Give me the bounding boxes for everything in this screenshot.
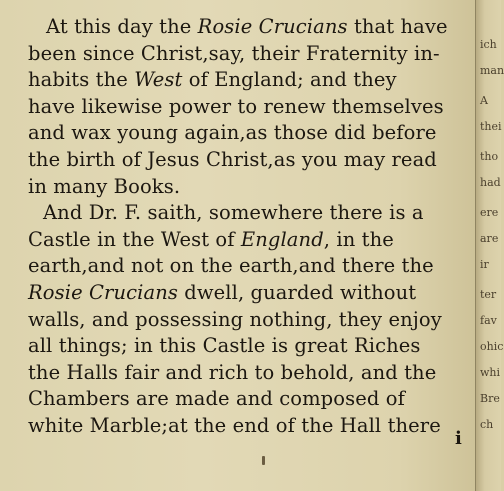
bleed-text: ch (480, 418, 494, 431)
text-line (28, 14, 472, 41)
text-span: Chambers are made and composed of (28, 387, 405, 411)
bleed-text: A (480, 94, 488, 107)
text-line (28, 227, 472, 254)
text-span: habits the (28, 68, 135, 92)
text-line (28, 253, 472, 280)
text-span-italic: Rosie Crucians (197, 15, 348, 38)
bleed-text: ir (480, 258, 489, 271)
text-span: all things; in this Castle is great Riches (28, 334, 421, 358)
bleed-text: thei (480, 120, 502, 133)
text-span: that have (347, 15, 448, 38)
bleed-text: are (480, 232, 499, 245)
bleed-text: had (480, 176, 501, 189)
text-span: in many Books. (28, 174, 181, 198)
text-line (28, 174, 472, 201)
text-span: And Dr. F. saith, somewhere there is a (43, 201, 424, 225)
text-line (28, 280, 472, 307)
text-line (28, 147, 472, 174)
bleed-text: ere (480, 206, 499, 219)
bleed-text: man (480, 64, 504, 77)
text-span-italic: Rosie Crucians (28, 280, 178, 304)
bleed-text: ter (480, 288, 497, 301)
text-span: Castle in the West of (28, 227, 241, 251)
text-span: of England; and they (182, 68, 397, 92)
text-line (28, 386, 472, 413)
text-span: have likewise power to renew themselves (28, 94, 444, 118)
text-line (28, 333, 472, 360)
text-span-italic: West (134, 68, 183, 92)
text-span: and wax young again,as those did before (28, 121, 437, 145)
text-line (28, 360, 472, 387)
text-span: At this day the (46, 15, 198, 38)
text-span: the birth of Jesus Christ,as you may read (28, 147, 437, 171)
bleed-text: tho (480, 150, 499, 163)
bleed-text: fav (480, 314, 497, 327)
bleed-text: whi (480, 366, 501, 379)
bleed-text: ich (480, 38, 497, 51)
text-span: white Marble;at the end of the Hall there (28, 413, 441, 437)
text-line (28, 200, 472, 227)
text-line (28, 94, 472, 121)
text-span: been since Christ,say, their Fraternity in- (28, 41, 440, 65)
text-span: walls, and possessing nothing, they enjoy (28, 307, 442, 331)
bleed-text: ohic (480, 340, 504, 353)
text-line (28, 67, 472, 94)
body-text (28, 14, 472, 440)
text-line (28, 41, 472, 68)
ink-mark (262, 456, 265, 465)
text-line (28, 413, 472, 440)
text-line (28, 120, 472, 147)
text-span: the Halls fair and rich to behold, and the (28, 360, 437, 384)
text-span: earth,and not on the earth,and there the (28, 254, 434, 278)
text-span: , in the (323, 227, 394, 251)
text-span-italic: England (240, 227, 324, 251)
page-number: i (455, 428, 462, 449)
text-line (28, 307, 472, 334)
bleed-text: Bre (480, 392, 500, 405)
text-span: dwell, guarded without (177, 280, 417, 304)
